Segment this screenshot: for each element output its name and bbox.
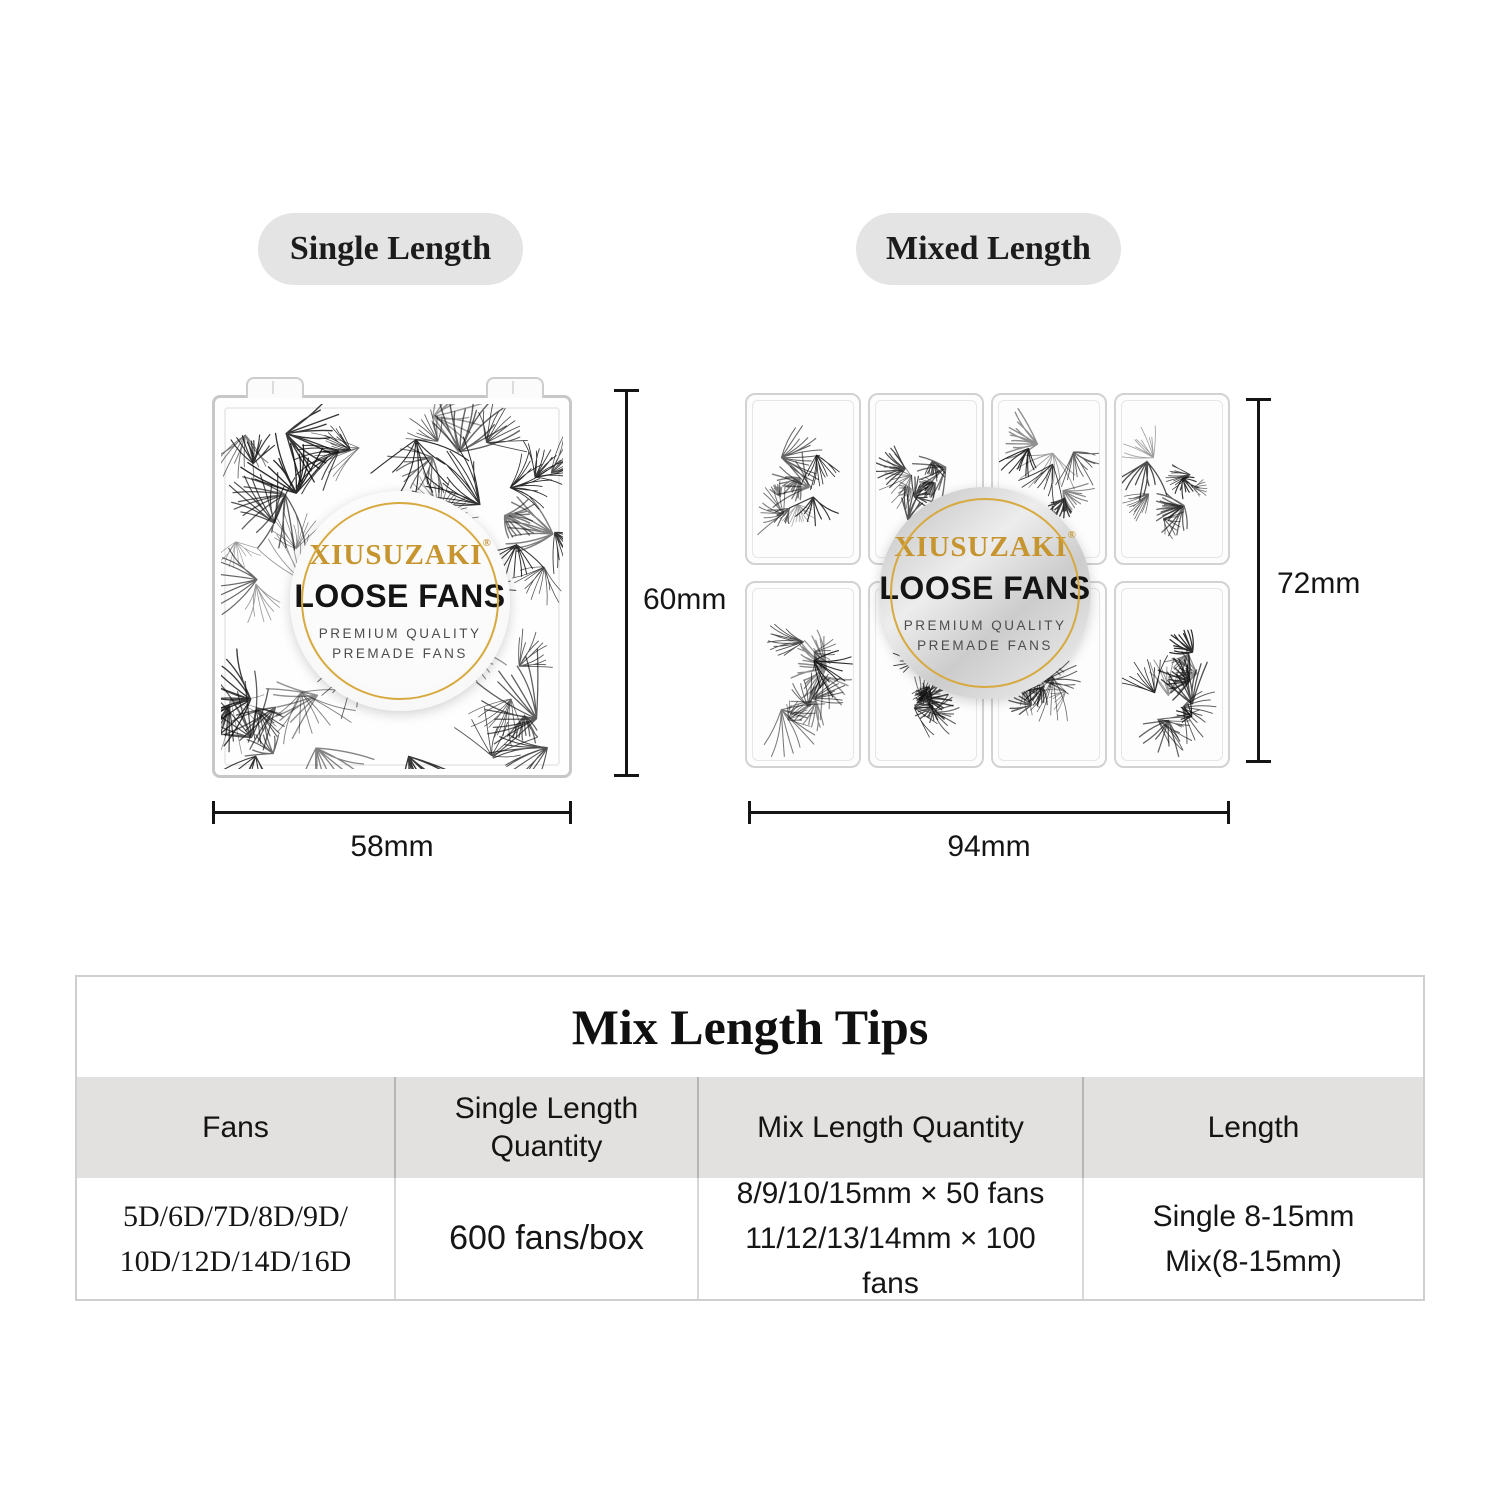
dimension-label-single-width: 58mm xyxy=(350,830,434,863)
cell-mix-quantity: 8/9/10/15mm × 50 fans 11/12/13/14mm × 100 fans xyxy=(697,1178,1082,1299)
dimension-line-mixed-width xyxy=(748,811,1230,814)
box-compartment xyxy=(1114,581,1230,768)
lash-cluster-image xyxy=(1122,589,1222,760)
dimension-line-single-width xyxy=(212,811,572,814)
box-compartment xyxy=(745,581,861,768)
brand-tagline: PREMIUM QUALITY PREMADE FANS xyxy=(318,625,482,661)
lash-cluster-image xyxy=(753,589,853,760)
product-name: LOOSE FANS xyxy=(879,569,1091,606)
mixed-length-badge-label: Mixed Length xyxy=(886,230,1091,267)
gold-ring-icon xyxy=(301,502,499,700)
registered-mark: ® xyxy=(482,536,491,549)
dimension-line-mixed-height xyxy=(1257,398,1260,763)
lash-cluster-image xyxy=(753,401,853,557)
product-name: LOOSE FANS xyxy=(294,577,506,614)
header-length: Length xyxy=(1082,1077,1423,1178)
box-hinge-icon xyxy=(246,377,304,398)
tips-table-title: Mix Length Tips xyxy=(571,999,929,1055)
brand-label-single xyxy=(290,491,510,711)
header-single-length-quantity: Single Length Quantity xyxy=(394,1077,697,1178)
cell-fans: 5D/6D/7D/8D/9D/ 10D/12D/14D/16D xyxy=(119,1199,352,1278)
dimension-label-single-height: 60mm xyxy=(643,583,727,616)
registered-mark: ® xyxy=(1067,528,1076,541)
gold-ring-icon xyxy=(890,498,1080,688)
header-fans: Fans xyxy=(202,1110,269,1144)
brand-name: XIUSUZAKI® xyxy=(894,528,1076,563)
tips-table xyxy=(75,975,1425,1301)
single-length-badge-label: Single Length xyxy=(289,230,492,267)
tips-table-data-row xyxy=(77,1178,1423,1299)
dimension-line-single-height xyxy=(625,389,628,777)
tips-table-header-row xyxy=(77,1077,1423,1178)
single-length-badge xyxy=(258,213,523,285)
box-compartment xyxy=(745,393,861,565)
brand-label-mixed xyxy=(879,487,1091,699)
dimension-label-mixed-height: 72mm xyxy=(1277,567,1361,600)
dimension-label-mixed-width: 94mm xyxy=(947,830,1031,863)
mixed-length-badge xyxy=(856,213,1121,285)
header-mix-length-quantity: Mix Length Quantity xyxy=(697,1077,1082,1178)
cell-single-quantity: 600 fans/box xyxy=(394,1178,697,1299)
cell-length: Single 8-15mm Mix(8-15mm) xyxy=(1082,1178,1423,1299)
brand-tagline: PREMIUM QUALITY PREMADE FANS xyxy=(903,617,1067,653)
brand-name: XIUSUZAKI® xyxy=(309,536,491,571)
lash-cluster-image xyxy=(1122,401,1222,557)
box-compartment xyxy=(1114,393,1230,565)
box-hinge-icon xyxy=(486,377,544,398)
